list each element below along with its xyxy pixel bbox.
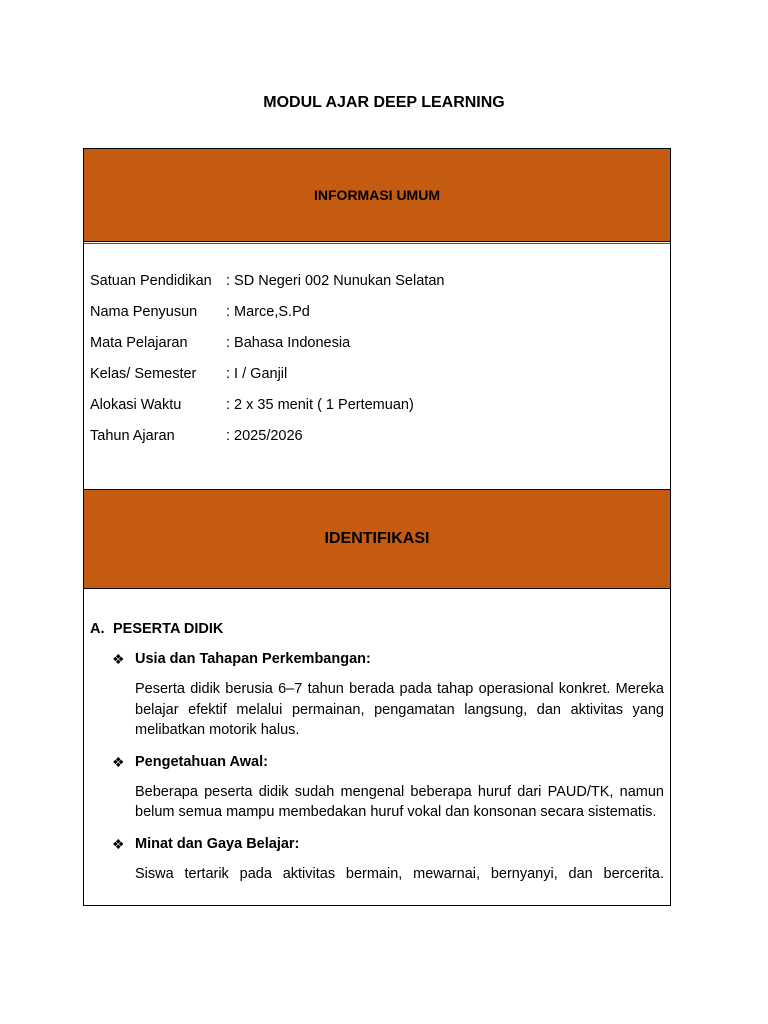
info-label: Kelas/ Semester <box>90 366 197 382</box>
sub-heading-text: Usia dan Tahapan Perkembangan: <box>135 651 371 667</box>
paragraph-pengetahuan-awal: Beberapa peserta didik sudah mengenal beberapa huruf dari PAUD/TK, namun belum semua mampu membedakan huruf vokal dan konsonan secara sistematis. <box>135 783 664 820</box>
info-label: Mata Pelajaran <box>90 335 188 351</box>
info-row-kelas-semester <box>90 363 444 394</box>
informasi-umum-heading: INFORMASI UMUM <box>314 187 440 203</box>
document-title: MODUL AJAR DEEP LEARNING <box>263 94 505 111</box>
identifikasi-header <box>84 489 670 589</box>
sub-heading-usia <box>90 648 664 679</box>
info-label: Tahun Ajaran <box>90 428 175 444</box>
info-row-mata-pelajaran <box>90 332 444 363</box>
diamond-bullet-icon: ❖ <box>112 835 125 852</box>
identifikasi-heading: IDENTIFIKASI <box>324 530 430 547</box>
info-value: : 2 x 35 menit ( 1 Pertemuan) <box>226 397 414 413</box>
info-row-satuan-pendidikan <box>90 270 444 301</box>
informasi-umum-header <box>84 149 670 242</box>
info-label: Nama Penyusun <box>90 304 198 320</box>
sub-heading-text: Pengetahuan Awal: <box>135 753 268 770</box>
info-value: : Marce,S.Pd <box>226 304 310 320</box>
paragraph-minat: Siswa tertarik pada aktivitas bermain, mewarnai, bernyanyi, dan bercerita. <box>135 865 664 882</box>
info-row-nama-penyusun <box>90 301 444 332</box>
info-value: : I / Ganjil <box>226 366 288 382</box>
section-peserta-didik <box>90 618 664 894</box>
info-label: Satuan Pendidikan <box>90 273 212 289</box>
diamond-bullet-icon: ❖ <box>112 753 125 770</box>
informasi-umum-list <box>90 270 444 456</box>
sub-heading-pengetahuan-awal <box>90 751 664 782</box>
section-title <box>90 618 664 648</box>
sub-heading-text: Minat dan Gaya Belajar: <box>135 835 300 852</box>
info-value: : Bahasa Indonesia <box>226 335 351 351</box>
info-value: : 2025/2026 <box>226 428 303 444</box>
header-divider <box>84 243 670 244</box>
info-label: Alokasi Waktu <box>90 397 182 413</box>
info-row-tahun-ajaran <box>90 425 444 456</box>
section-letter: A. <box>90 621 105 637</box>
sub-heading-minat <box>90 833 664 864</box>
module-table <box>83 148 671 906</box>
section-title-text: PESERTA DIDIK <box>113 621 224 637</box>
diamond-bullet-icon: ❖ <box>112 651 125 667</box>
info-value: : SD Negeri 002 Nunukan Selatan <box>226 273 445 289</box>
info-row-alokasi-waktu <box>90 394 444 425</box>
paragraph-usia: Peserta didik berusia 6–7 tahun berada pada tahap operasional konkret. Mereka belajar efektif melalui permainan, pengamatan langsung, dan aktivitas yang melibatkan motorik halus. <box>135 681 664 738</box>
